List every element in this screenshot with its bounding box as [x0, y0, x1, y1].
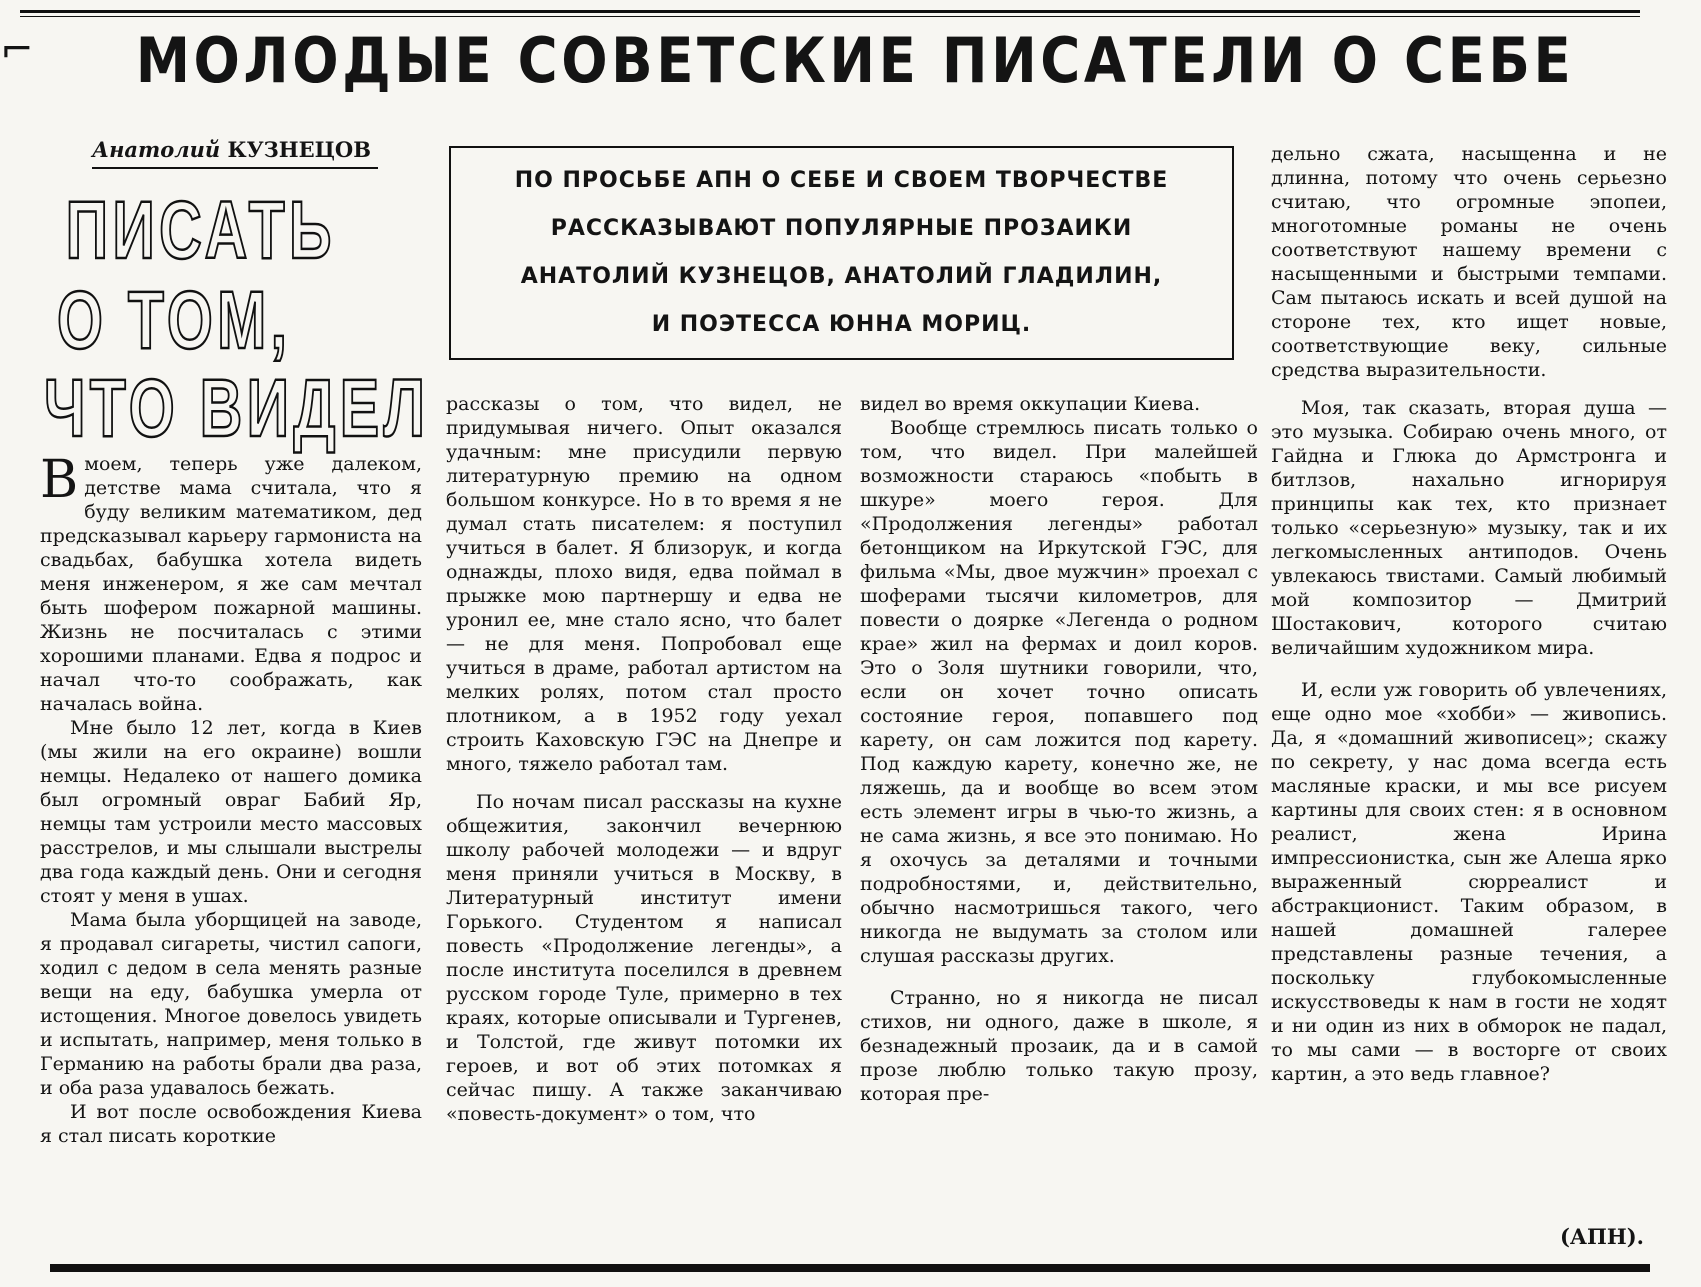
paragraph: Вообще стремлюсь писать только о том, что видел. При малейшей возможности стараюсь «побыть в шкуре» моего героя. Для «Продолжения легенды» работал бетонщиком на Иркутской ГЭС, для фильма «Мы, двое мужчин» проехал с шоферами тысячи километров, для повести о доярке «Легенда о родном крае» жил на фермах и доил коров. Это о Золя шутники говорили, что, если он хочет точно описать состояние героя, попавшего под карету, он сам ложится под карету. Под каждую карету, конечно же, не ляжешь, да и вообще во всем этом есть элемент игры в чью-то жизнь, а не сама жизнь, я все это понимаю. Но я охочусь за деталями и точными подробностями, и, действительно, обычно насмотришься такого, чего никогда не выдумать за столом или слушая рассказы других.: [860, 417, 1258, 967]
title-line-3: ЧТО ВИДЕЛ: [44, 363, 430, 454]
article-title: [44, 185, 430, 454]
author-byline: [92, 137, 378, 169]
intro-line-4: И ПОЭТЕССА ЮННА МОРИЦ.: [651, 312, 1032, 337]
top-rule-thin: [20, 16, 1640, 17]
paragraph: Странно, но я никогда не писал стихов, ни одного, даже в школе, я безнадежный прозаик, да и в самой прозе люблю только такую прозу, которая пре-: [860, 987, 1258, 1105]
paragraph: И вот после освобождения Киева я стал писать короткие: [40, 1101, 422, 1147]
paragraph: Мне было 12 лет, когда в Киев (мы жили на его окраине) вошли немцы. Недалеко от нашего домика был огромный овраг Бабий Яр, немцы там устроили место массовых расстрелов, и мы слышали выстрелы два года каждый день. Они и сегодня стоят у меня в ушах.: [40, 717, 422, 907]
title-line-1: ПИСАТЬ: [65, 185, 336, 276]
drop-cap: В: [40, 450, 79, 510]
column-3: [860, 392, 1258, 1106]
title-line-2: О ТОМ,: [56, 275, 292, 366]
intro-line-2: РАССКАЗЫВАЮТ ПОПУЛЯРНЫЕ ПРОЗАИКИ: [550, 216, 1133, 241]
paragraph: дельно сжата, насыщенна и не длинна, потому что очень серьезно считаю, что огромные эпопеи, многотомные романы не очень соответствуют нашему времени с насыщенными и быстрыми темпами. Сам пытаюсь искать и всей душой на стороне тех, кто ищет новые, соответствующие веку, сильные средства выразительности.: [1271, 143, 1667, 381]
credit-apn: (АПН).: [1560, 1224, 1644, 1249]
page-headline: МОЛОДЫЕ СОВЕТСКИЕ ПИСАТЕЛИ О СЕБЕ: [135, 24, 1575, 97]
paragraph: видел во время оккупации Киева.: [860, 393, 1201, 415]
intro-line-1: ПО ПРОСЬБЕ АПН О СЕБЕ И СВОЕМ ТВОРЧЕСТВЕ: [514, 168, 1169, 193]
paragraph: По ночам писал рассказы на кухне общежития, закончил вечернюю школу рабочей молодежи — и вдруг меня приняли учиться в Москву, в Литературный институт имени Горького. Студентом я написал повесть «Продолжение легенды», а после института поселился в древнем русском городе Туле, примерно в тех краях, которые описывали и Тургенев, и Толстой, где живут потомки их героев, и вот об этих потомках я сейчас пишу. А также заканчиваю «повесть-документ» о том, что: [446, 791, 842, 1125]
column-2: [446, 392, 842, 1126]
paragraph: И, если уж говорить об увлечениях, еще одно мое «хобби» — живопись. Да, я «домашний живописец»; скажу по секрету, у нас дома всегда есть масляные краски, и мы все рисуем картины для своих стен: я в основном реалист, жена Ирина импрессионистка, сын же Алеша ярко выраженный сюрреалист и абстракционист. Таким образом, в нашей домашней галерее представлены разные течения, а поскольку глубокомысленные искусствоведы к нам в гости не ходят и ни один из них в обморок не падал, то мы сами — в восторге от своих картин, а это ведь главное?: [1271, 679, 1667, 1085]
edge-mark: ⌐: [0, 27, 34, 73]
paragraph: Мама была уборщицей на заводе, я продавал сигареты, чистил сапоги, ходил с дедом в села менять разные вещи на еду, бабушка умерла от истощения. Многое довелось увидеть и испытать, например, меня только в Германию на работы брали два раза, и оба раза удавалось бежать.: [40, 909, 422, 1099]
author-first-name: Анатолий: [92, 137, 221, 162]
column-4: [1271, 142, 1667, 1086]
author-last-name: КУЗНЕЦОВ: [227, 137, 371, 162]
paragraph: [40, 452, 422, 716]
intro-line-3: АНАТОЛИЙ КУЗНЕЦОВ, АНАТОЛИЙ ГЛАДИЛИН,: [520, 264, 1163, 289]
bottom-rule: [50, 1264, 1650, 1272]
top-rule: [20, 10, 1640, 13]
paragraph: рассказы о том, что видел, не придумывая ничего. Опыт оказался удачным: мне присудили первую литературную премию на одном большом конкурсе. Но в то время я не думал стать писателем: я поступил учиться в балет. Я близорук, и когда однажды, плохо видя, едва поймал в прыжке мою партнершу и едва не уронил ее, мне стало ясно, что балет — не для меня. Попробовал еще учиться в драме, работал артистом на мелких ролях, потом стал просто плотником, а в 1952 году уехал строить Каховскую ГЭС на Днепре и много, тяжело работал там.: [446, 393, 842, 775]
paragraph: Моя, так сказать, вторая душа — это музыка. Собираю очень много, от Гайдна и Глюка до Армстронга и битлзов, нахально игнорируя принципы как тех, кто признает только «серьезную» музыку, так и их легкомысленных антиподов. Очень увлекаюсь твистами. Самый любимый мой композитор — Дмитрий Шостакович, которого считаю величайшим художником мира.: [1271, 397, 1667, 659]
intro-box: [449, 146, 1234, 360]
column-1: [40, 452, 422, 1148]
paragraph-text: моем, теперь уже далеком, детстве мама считала, что я буду великим математиком, дед предсказывал карьеру гармониста на свадьбах, бабушка хотела видеть меня инженером, я же сам мечтал быть шофером пожарной машины. Жизнь не посчиталась с этими хорошими планами. Едва я подрос и начал что-то соображать, как началась война.: [40, 453, 422, 715]
